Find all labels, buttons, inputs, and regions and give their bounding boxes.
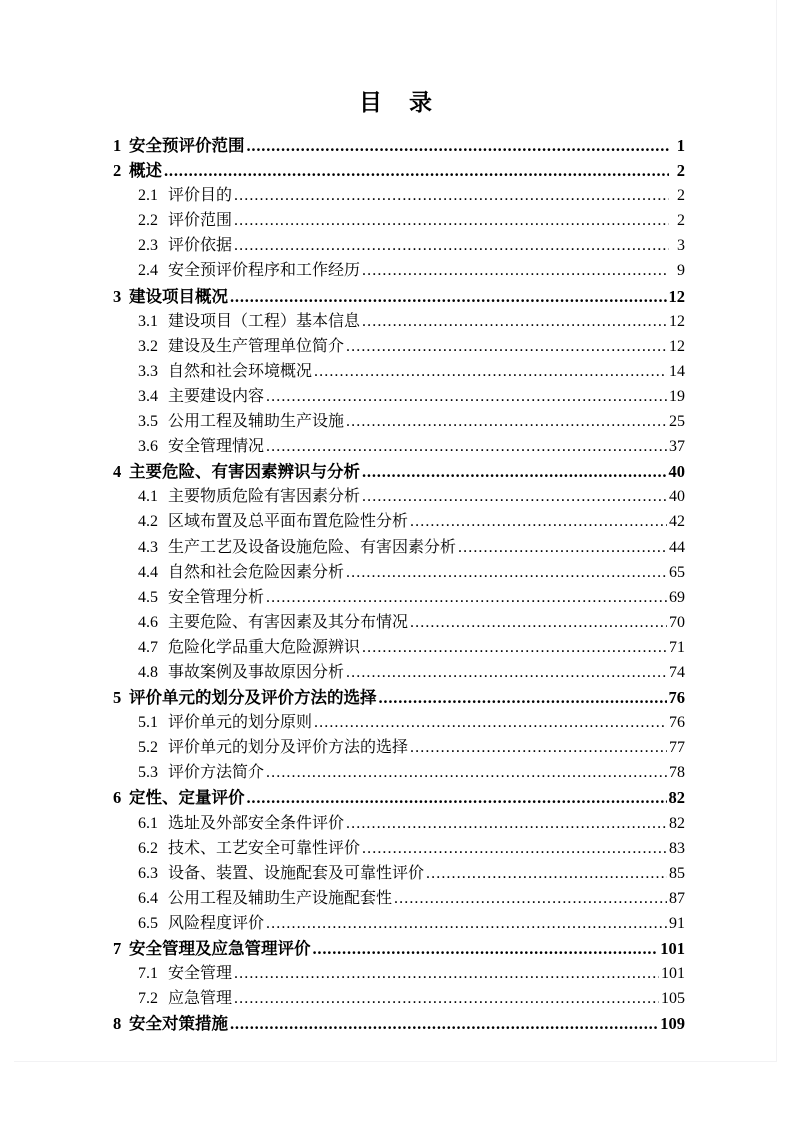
toc-entry-label: 建设项目（工程）基本信息 <box>168 312 361 330</box>
toc-entry[interactable] <box>113 660 685 685</box>
toc-entry[interactable] <box>113 484 685 509</box>
toc-entry-label: 评价单元的划分原则 <box>168 714 313 732</box>
toc-entry-label: 评价单元的划分及评价方法的选择 <box>129 688 377 708</box>
toc-entry-page-number: 40 <box>669 488 685 506</box>
toc-entry-number: 6.4 <box>138 889 158 907</box>
toc-entry-label: 评价范围 <box>168 212 233 230</box>
toc-entry-page-number: 2 <box>677 187 685 205</box>
toc-entry-label: 事故案例及事故原因分析 <box>168 663 345 681</box>
toc-entry-label: 定性、定量评价 <box>129 788 245 808</box>
page-title: 目 录 <box>359 90 434 115</box>
toc-entry-number: 7.2 <box>138 990 158 1008</box>
toc-dot-leader <box>234 183 669 208</box>
toc-dot-leader <box>266 760 667 785</box>
toc-dot-leader <box>426 861 667 886</box>
toc-entry-number: 5.1 <box>138 714 158 732</box>
toc-entry-number: 7 <box>113 939 122 958</box>
toc-entry[interactable] <box>113 760 685 785</box>
toc-entry-page-number: 82 <box>669 814 685 832</box>
toc-entry-label: 评价目的 <box>168 187 233 205</box>
toc-dot-leader <box>379 685 667 710</box>
toc-entry-page-number: 109 <box>660 1014 685 1034</box>
toc-dot-leader <box>410 610 667 635</box>
toc-entry-label: 安全管理分析 <box>168 588 265 606</box>
toc-entry-label: 区域布置及总平面布置危险性分析 <box>168 513 409 531</box>
toc-entry-label: 技术、工艺安全可靠性评价 <box>168 839 361 857</box>
toc-dot-leader <box>394 886 667 911</box>
toc-entry-number: 6 <box>113 788 122 808</box>
toc-entry-number: 4.6 <box>138 613 158 631</box>
toc-entry-number: 3.2 <box>138 337 158 355</box>
toc-entry-page-number: 77 <box>669 739 685 757</box>
toc-entry-label: 设备、装置、设施配套及可靠性评价 <box>168 864 425 882</box>
toc-dot-leader <box>247 785 667 810</box>
toc-entry-page-number: 14 <box>669 362 685 380</box>
toc-entry-label: 概述 <box>129 161 162 181</box>
toc-entry[interactable] <box>113 334 685 359</box>
toc-dot-leader <box>346 811 667 836</box>
toc-entry-label: 自然和社会环境概况 <box>168 362 313 380</box>
toc-entry-page-number: 3 <box>677 237 685 255</box>
toc-entry-number: 2.4 <box>138 262 158 280</box>
toc-entry[interactable] <box>113 509 685 534</box>
toc-entry[interactable] <box>113 986 685 1011</box>
toc-dot-leader <box>346 660 667 685</box>
toc-entry-page-number: 82 <box>668 788 685 808</box>
toc-entry-label: 应急管理 <box>168 990 233 1008</box>
toc-dot-leader <box>346 560 667 585</box>
toc-entry-label: 建设及生产管理单位简介 <box>168 337 345 355</box>
toc-entry[interactable] <box>113 560 685 585</box>
toc-entry-page-number: 12 <box>669 312 685 330</box>
toc-entry-label: 评价方法简介 <box>168 764 265 782</box>
toc-entry-label: 主要危险、有害因素及其分布情况 <box>168 613 409 631</box>
toc-entry-page-number: 69 <box>669 588 685 606</box>
toc-entry[interactable] <box>113 309 685 334</box>
toc-entry-number: 3.6 <box>138 438 158 456</box>
toc-entry-number: 2.1 <box>138 187 158 205</box>
toc-entry-label: 安全预评价程序和工作经历 <box>168 262 361 280</box>
toc-entry-page-number: 85 <box>669 864 685 882</box>
toc-dot-leader <box>230 1011 658 1036</box>
toc-dot-leader <box>362 258 669 283</box>
toc-entry[interactable] <box>113 585 685 610</box>
toc-entry-number: 6.3 <box>138 864 158 882</box>
toc-entry-page-number: 91 <box>669 914 685 932</box>
toc-entry-number: 2 <box>113 161 122 181</box>
toc-entry-page-number: 74 <box>669 663 685 681</box>
toc-entry-page-number: 105 <box>661 990 685 1008</box>
toc-entry[interactable] <box>113 233 685 258</box>
toc-entry-label: 安全管理及应急管理评价 <box>129 939 311 958</box>
toc-entry[interactable] <box>113 911 685 936</box>
toc-entry-page-number: 9 <box>677 262 685 280</box>
toc-entry-label: 公用工程及辅助生产设施 <box>168 413 345 431</box>
toc-entry-number: 1 <box>113 136 122 155</box>
toc-entry-label: 主要危险、有害因素辨识与分析 <box>129 462 360 482</box>
toc-entry-label: 生产工艺及设备设施危险、有害因素分析 <box>168 538 457 556</box>
toc-dot-leader <box>266 585 667 610</box>
toc-entry[interactable] <box>113 409 685 434</box>
toc-entry[interactable] <box>113 158 685 183</box>
toc-entry-page-number: 71 <box>669 638 685 656</box>
toc-dot-leader <box>266 384 667 409</box>
toc-entry[interactable] <box>113 685 685 710</box>
toc-entry-number: 3.1 <box>138 312 158 330</box>
toc-dot-leader <box>234 961 659 986</box>
toc-entry-page-number: 70 <box>669 613 685 631</box>
toc-dot-leader <box>266 911 667 936</box>
toc-dot-leader <box>247 133 670 158</box>
toc-entry-label: 公用工程及辅助生产设施配套性 <box>168 889 393 907</box>
toc-entry-number: 3.4 <box>138 387 158 405</box>
toc-entry-page-number: 2 <box>677 212 685 230</box>
toc-entry-number: 4.7 <box>138 638 158 656</box>
toc-entry-page-number: 37 <box>669 438 685 456</box>
toc-entry-number: 4 <box>113 462 122 482</box>
toc-entry-page-number: 76 <box>669 714 685 732</box>
toc-entry-number: 3 <box>113 286 122 306</box>
toc-entry[interactable] <box>113 1011 685 1036</box>
toc-entry-page-number: 2 <box>676 161 685 181</box>
toc-entry-number: 5.3 <box>138 764 158 782</box>
toc-entry-page-number: 42 <box>669 513 685 531</box>
table-of-contents <box>113 133 685 1036</box>
toc-entry-label: 风险程度评价 <box>168 914 265 932</box>
toc-entry-number: 2.3 <box>138 237 158 255</box>
toc-entry-label: 建设项目概况 <box>129 286 228 306</box>
toc-entry-number: 4.3 <box>138 538 158 556</box>
toc-entry-number: 2.2 <box>138 212 158 230</box>
toc-dot-leader <box>234 233 669 258</box>
toc-entry[interactable] <box>113 284 685 309</box>
toc-entry-label: 安全管理情况 <box>168 438 265 456</box>
toc-dot-leader <box>234 208 669 233</box>
toc-entry-number: 5 <box>113 688 122 708</box>
toc-entry-number: 3.3 <box>138 362 158 380</box>
toc-entry[interactable] <box>113 535 685 560</box>
toc-entry-label: 主要物质危险有害因素分析 <box>168 488 361 506</box>
toc-entry-number: 7.1 <box>138 965 158 983</box>
toc-entry-page-number: 65 <box>669 563 685 581</box>
toc-entry-label: 安全对策措施 <box>129 1014 228 1034</box>
toc-entry-page-number: 12 <box>669 337 685 355</box>
toc-entry[interactable] <box>113 208 685 233</box>
toc-entry-page-number: 83 <box>669 839 685 857</box>
toc-entry-number: 4.4 <box>138 563 158 581</box>
toc-dot-leader <box>362 459 667 484</box>
toc-entry-page-number: 78 <box>669 764 685 782</box>
toc-dot-leader <box>362 309 667 334</box>
toc-dot-leader <box>234 986 659 1011</box>
toc-entry-label: 选址及外部安全条件评价 <box>168 814 345 832</box>
toc-entry[interactable] <box>113 384 685 409</box>
toc-entry-page-number: 1 <box>676 136 685 155</box>
toc-entry[interactable] <box>113 735 685 760</box>
toc-entry[interactable] <box>113 258 685 283</box>
toc-entry[interactable] <box>113 359 685 384</box>
toc-entry-page-number: 101 <box>661 965 685 983</box>
toc-entry-number: 6.1 <box>138 814 158 832</box>
toc-entry[interactable] <box>113 936 685 961</box>
toc-dot-leader <box>164 158 669 183</box>
toc-entry[interactable] <box>113 635 685 660</box>
toc-entry[interactable] <box>113 610 685 635</box>
toc-entry-number: 4.2 <box>138 513 158 531</box>
toc-dot-leader <box>362 836 667 861</box>
toc-entry-label: 自然和社会危险因素分析 <box>168 563 345 581</box>
toc-entry[interactable] <box>113 811 685 836</box>
toc-entry-page-number: 25 <box>669 413 685 431</box>
toc-entry[interactable] <box>113 961 685 986</box>
toc-dot-leader <box>346 409 667 434</box>
toc-dot-leader <box>346 334 667 359</box>
toc-dot-leader <box>362 484 667 509</box>
toc-entry[interactable] <box>113 861 685 886</box>
toc-entry[interactable] <box>113 785 685 810</box>
toc-entry-number: 6.5 <box>138 914 158 932</box>
toc-entry-number: 8 <box>113 1014 122 1034</box>
toc-entry-page-number: 40 <box>668 462 685 482</box>
toc-dot-leader <box>410 735 667 760</box>
toc-entry[interactable] <box>113 434 685 459</box>
toc-entry[interactable] <box>113 133 685 158</box>
toc-entry-label: 评价依据 <box>168 237 233 255</box>
toc-entry-page-number: 76 <box>668 688 685 708</box>
toc-entry-number: 5.2 <box>138 739 158 757</box>
toc-entry-label: 安全预评价范围 <box>129 136 245 155</box>
toc-entry-label: 主要建设内容 <box>168 387 265 405</box>
toc-entry[interactable] <box>113 459 685 484</box>
toc-entry-label: 危险化学品重大危险源辨识 <box>168 638 361 656</box>
toc-entry-page-number: 87 <box>669 889 685 907</box>
toc-entry-page-number: 44 <box>669 538 685 556</box>
toc-dot-leader <box>410 509 667 534</box>
toc-entry[interactable] <box>113 710 685 735</box>
toc-dot-leader <box>266 434 667 459</box>
toc-dot-leader <box>230 284 667 309</box>
toc-entry-label: 安全管理 <box>168 965 233 983</box>
toc-entry-number: 3.5 <box>138 413 158 431</box>
toc-entry-number: 4.8 <box>138 663 158 681</box>
toc-dot-leader <box>458 535 667 560</box>
toc-entry-page-number: 101 <box>660 939 685 958</box>
toc-entry-page-number: 12 <box>668 286 685 306</box>
toc-entry[interactable] <box>113 183 685 208</box>
toc-entry[interactable] <box>113 836 685 861</box>
toc-entry-label: 评价单元的划分及评价方法的选择 <box>168 739 409 757</box>
toc-dot-leader <box>314 710 667 735</box>
toc-entry-number: 6.2 <box>138 839 158 857</box>
toc-entry-page-number: 19 <box>669 387 685 405</box>
toc-entry-number: 4.5 <box>138 588 158 606</box>
toc-dot-leader <box>362 635 667 660</box>
toc-dot-leader <box>314 359 667 384</box>
toc-dot-leader <box>313 936 659 961</box>
toc-entry[interactable] <box>113 886 685 911</box>
toc-entry-number: 4.1 <box>138 488 158 506</box>
